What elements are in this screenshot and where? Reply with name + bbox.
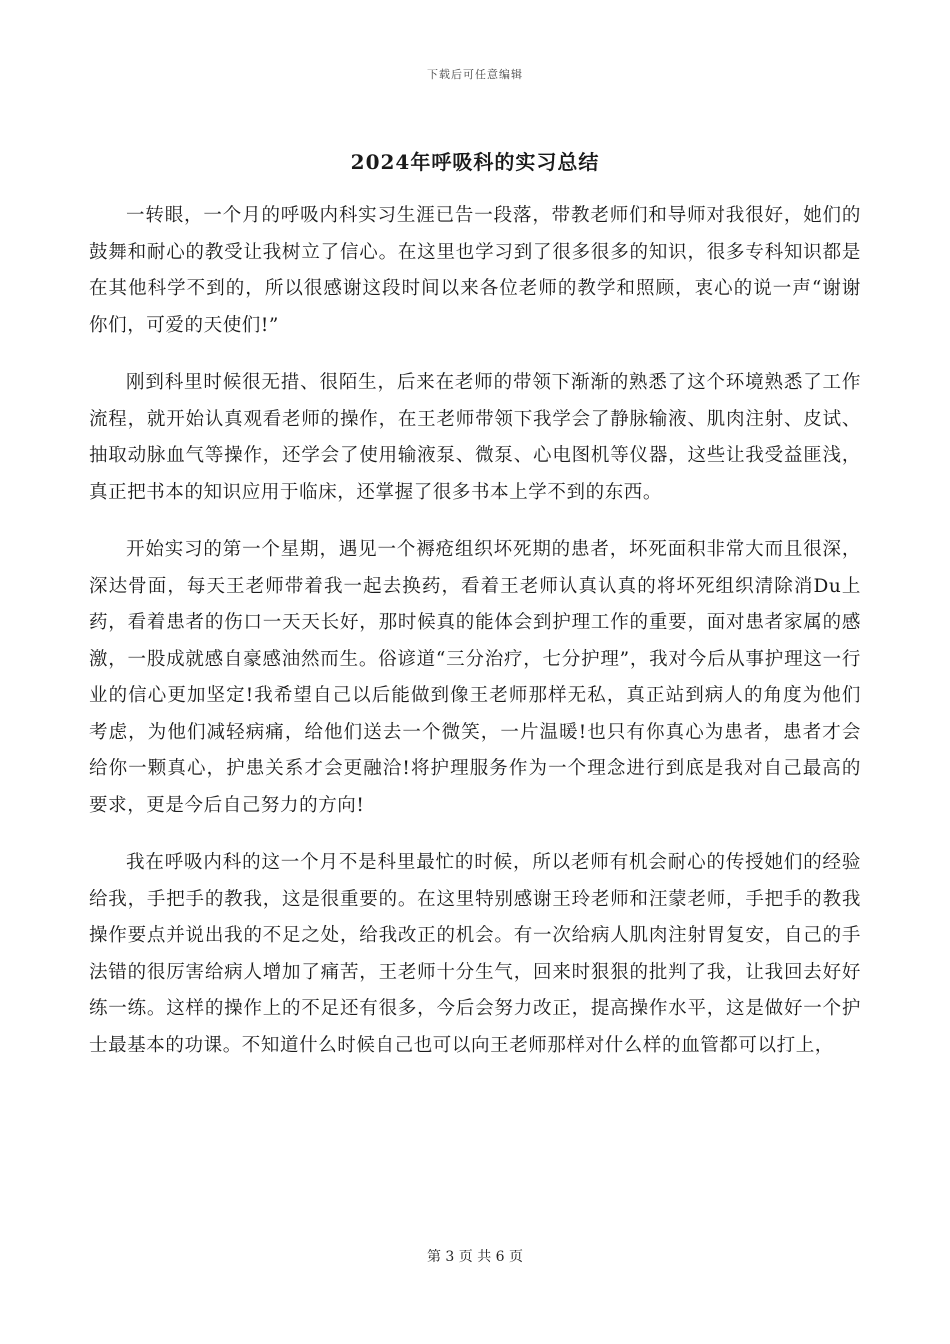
page-number-footer: 第 3 页 共 6 页 (426, 1249, 524, 1265)
paragraph: 一转眼，一个月的呼吸内科实习生涯已告一段落，带教老师们和导师对我很好，她们的鼓舞和耐心的教受让我树立了信心。在这里也学习到了很多很多的知识，很多专科知识都是在其他科学不到的，所以很感谢这段时间以来各位老师的教学和照顾，衷心的说一声“谢谢你们，可爱的天使们!” (89, 205, 861, 336)
paragraph: 开始实习的第一个星期，遇见一个褥疮组织坏死期的患者，坏死面积非常大而且很深，深达骨面，每天王老师带着我一起去换药，看着王老师认真认真的将坏死组织清除消Du上药，看着患者的伤口一天天长好，那时候真的能体会到护理工作的重要，面对患者家属的感激，一股成就感自豪感油然而生。俗谚道“三分治疗，七分护理”，我对今后从事护理这一行业的信心更加坚定!我希望自己以后能做到像王老师那样无私，真正站到病人的角度为他们考虑，为他们减轻病痛，给他们送去一个微笑，一片温暖!也只有你真心为患者，患者才会给你一颗真心，护患关系才会更融洽!将护理服务作为一个理念进行到底是我对自己最高的要求，更是今后自己努力的方向! (89, 539, 861, 816)
document-title: 2024年呼吸科的实习总结 (350, 150, 600, 174)
document-body (89, 198, 861, 1085)
paragraph: 我在呼吸内科的这一个月不是科里最忙的时候，所以老师有机会耐心的传授她们的经验给我，手把手的教我，这是很重要的。在这里特别感谢王玲老师和汪蒙老师，手把手的教我操作要点并说出我的不足之处，给我改正的机会。有一次给病人肌肉注射胃复安，自己的手法错的很厉害给病人增加了痛苦，王老师十分生气，回来时狠狠的批判了我，让我回去好好练一练。这样的操作上的不足还有很多，今后会努力改正，提高操作水平，这是做好一个护士最基本的功课。不知道什么时候自己也可以向王老师那样对什么样的血管都可以打上， (89, 852, 861, 1056)
paragraph: 刚到科里时候很无措、很陌生，后来在老师的带领下渐渐的熟悉了这个环境熟悉了工作流程，就开始认真观看老师的操作，在王老师带领下我学会了静脉输液、肌肉注射、皮试、抽取动脉血气等操作，还学会了使用输液泵、微泵、心电图机等仪器，这些让我受益匪浅，真正把书本的知识应用于临床，还掌握了很多书本上学不到的东西。 (89, 372, 861, 503)
header-note: 下载后可任意编辑 (427, 68, 523, 81)
